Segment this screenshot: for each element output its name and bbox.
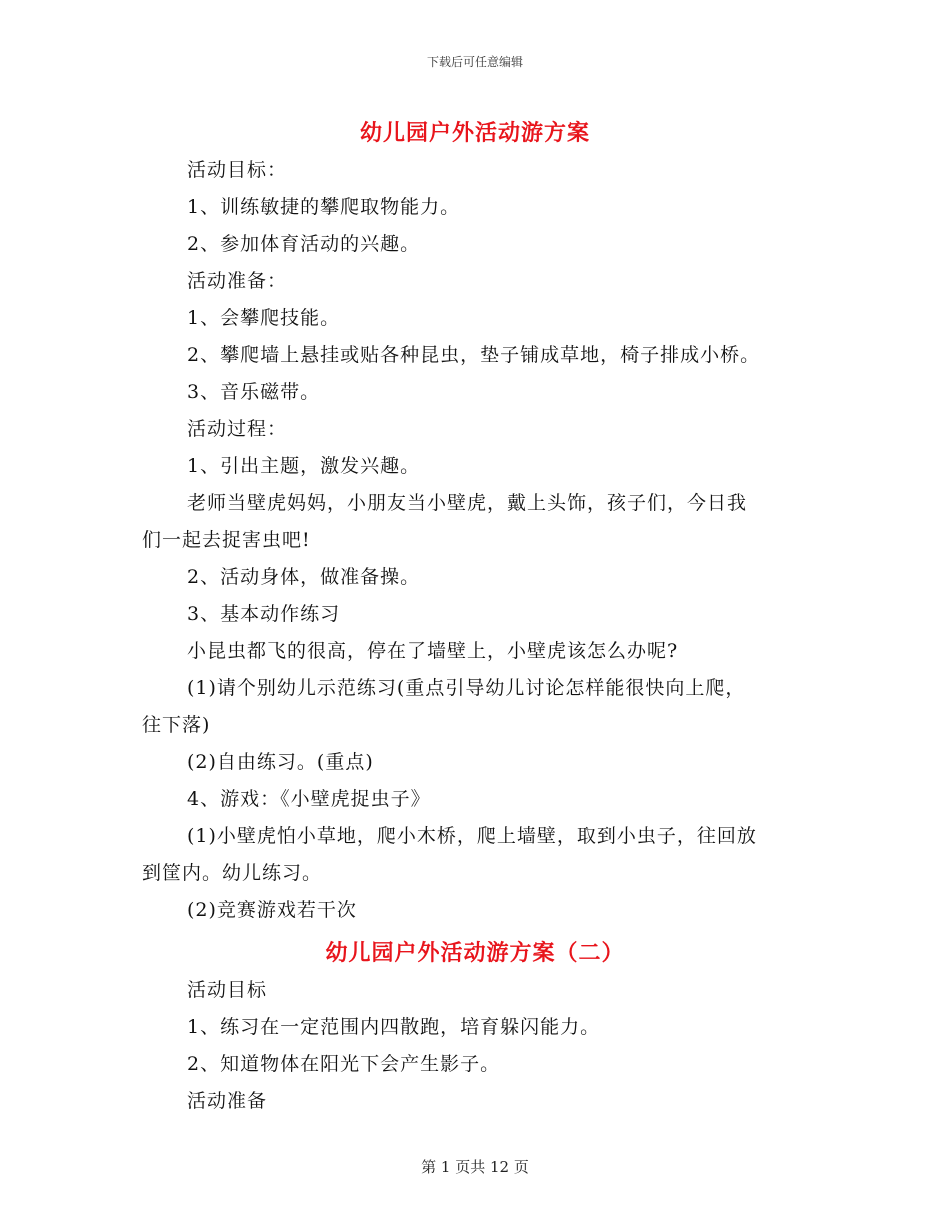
list-item: 3、音乐磁带。	[187, 381, 321, 403]
list-item: 3、基本动作练习	[187, 603, 341, 625]
list-item: (2)竞赛游戏若干次	[187, 899, 357, 921]
section-heading: 活动目标：	[187, 159, 288, 181]
document-title: 幼儿园户外活动游方案	[359, 120, 590, 146]
list-item: (1)请个别幼儿示范练习(重点引导幼儿讨论怎样能很快向上爬，	[187, 677, 746, 699]
paragraph-line: 老师当壁虎妈妈，小朋友当小壁虎，戴上头饰，孩子们，今日我	[187, 492, 748, 514]
page-header: 下载后可任意编辑	[426, 55, 523, 69]
paragraph-line: 小昆虫都飞的很高，停在了墙壁上，小壁虎该怎么办呢?	[187, 640, 679, 662]
list-item: 1、练习在一定范围内四散跑，培育躲闪能力。	[187, 1016, 601, 1038]
list-item: 2、知道物体在阳光下会产生影子。	[187, 1053, 501, 1075]
section-heading: 活动准备	[187, 1090, 268, 1112]
list-item: 2、活动身体，做准备操。	[187, 566, 421, 588]
list-item: 4、游戏：《小壁虎捉虫子》	[187, 788, 431, 810]
section-heading: 活动目标	[187, 979, 268, 1001]
list-item: 2、参加体育活动的兴趣。	[187, 233, 421, 255]
paragraph-line: 们一起去捉害虫吧!	[142, 529, 311, 551]
page-footer: 第 1 页共 12 页	[421, 1158, 529, 1176]
list-item: 1、训练敏捷的攀爬取物能力。	[187, 196, 461, 218]
paragraph-line: 到筐内。幼儿练习。	[142, 862, 323, 884]
list-item: (2)自由练习。(重点)	[187, 751, 374, 773]
section-heading: 活动过程：	[187, 418, 288, 440]
list-item: 1、会攀爬技能。	[187, 307, 341, 329]
list-item: 1、引出主题，激发兴趣。	[187, 455, 421, 477]
section-title: 幼儿园户外活动游方案（二）	[325, 940, 625, 966]
paragraph-line: 往下落)	[142, 714, 211, 736]
section-heading: 活动准备：	[187, 270, 288, 292]
list-item: 2、攀爬墙上悬挂或贴各种昆虫，垫子铺成草地，椅子排成小桥。	[187, 344, 761, 366]
list-item: (1)小壁虎怕小草地，爬小木桥，爬上墙壁，取到小虫子，往回放	[187, 825, 757, 847]
